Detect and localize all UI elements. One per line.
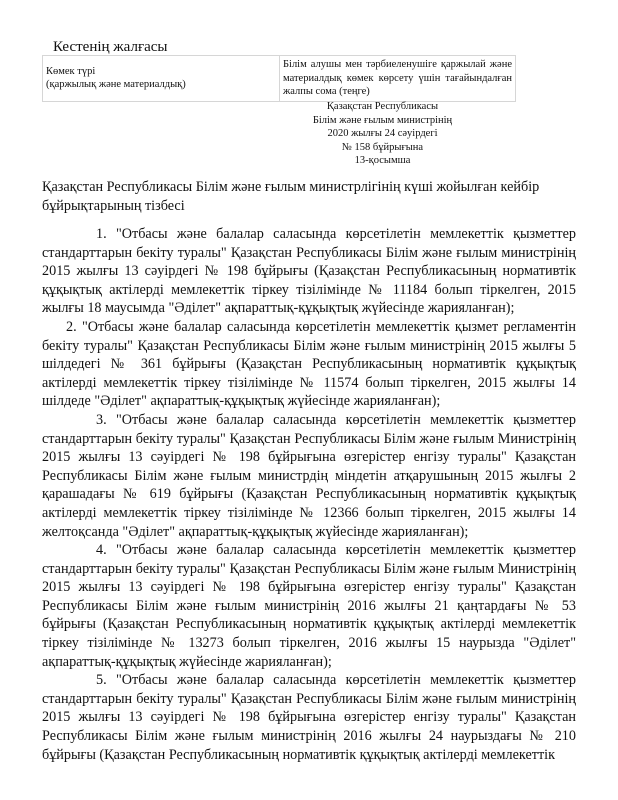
repealed-orders-list <box>42 225 576 764</box>
list-item: 5. "Отбасы және балалар саласында көрсетілетін мемлекеттік қызметтер стандарттарын бекіту туралы" Қазақстан Республикасы Білім және ғылым министрінің 2015 жылғы 13 сәуірдегі № 198 бұйрығына өзгерістер енгізу туралы" Қазақстан Республикасы Білім және ғылым министрінің 2016 жылғы 24 наурыздағы № 210 бұйрығы (Қазақстан Республикасының нормативтік құқықтық актілерді мемлекеттік <box>42 672 576 763</box>
appendix-number: 13-қосымша <box>354 155 411 167</box>
table-continued-label: Кестенің жалғасы <box>53 39 168 55</box>
appendix-line: № 158 бұйрығына <box>341 141 424 153</box>
table-row <box>43 56 516 102</box>
list-item: 3. "Отбасы және балалар саласында көрсетілетін мемлекеттік қызметтер стандарттарын бекіту туралы" Қазақстан Республикасы Білім және ғылым Министрінің 2015 жылғы 13 сәуірдегі № 198 бұйрығына өзгерістер енгізу туралы" Қазақстан Республикасы Білім және ғылым министрдің міндетін атқарушының 2015 жылғы 2 қарашадағы № 619 бұйрығы (Қазақстан Республикасының нормативтік құқықтық актілерді мемлекеттік тіркеу тізілімінде № 12366 болып тіркелген, 2015 жылғы 14 желтоқсанда "Әділет" ақпараттық-құқықтық жүйесінде жарияланған); <box>42 411 576 540</box>
assistance-type-label: Көмек түрі <box>46 65 96 77</box>
appendix-line: Білім және ғылым министрінің <box>312 114 453 126</box>
assistance-table <box>42 55 516 102</box>
assistance-type-sublabel: (қаржылық және материалдық) <box>46 79 186 91</box>
document-title: Қазақстан Республикасы Білім және ғылым министрлігінің күші жойылған кейбір бұйрықтарының тізбесі <box>42 179 540 214</box>
list-item: 2. "Отбасы және балалар саласында көрсетілетін мемлекеттік қызмет регламентін бекіту туралы" Қазақстан Республикасы Білім және ғылым министрінің 2015 жылғы 5 шілдедегі № 361 бұйрығы (Қазақстан Республикасының нормативтік құқықтық актілерді мемлекеттік тіркеу тізілімінде № 11574 болып тіркелген, 2015 жылғы 14 шілдеде "Әділет" ақпараттық-құқықтық жүйесінде жарияланған); <box>42 318 576 410</box>
list-item: 1. "Отбасы және балалар саласында көрсетілетін мемлекеттік қызметтер стандарттарын бекіту туралы" Қазақстан Республикасы Білім және ғылым министрінің 2015 жылғы 13 сәуірдегі № 198 бұйрығы (Қазақстан Республикасының нормативтік құқықтық актілерді мемлекеттік тіркеу тізілімінде № 11184 болып тіркелген, 2015 жылғы 18 маусымда "Әділет" ақпараттық-құқықтық жүйесінде жарияланған); <box>42 226 576 317</box>
appendix-reference <box>300 100 465 168</box>
total-amount-cell: Білім алушы мен тәрбиеленушіге қаржылай және материалдық көмек көрсету үшін тағайындалған жалпы сома (теңге) <box>280 56 516 102</box>
appendix-line: Қазақстан Республикасы <box>326 101 439 112</box>
list-item: 4. "Отбасы және балалар саласында көрсетілетін мемлекеттік қызметтер стандарттарын бекіту туралы" Қазақстан Республикасы Білім және ғылым Министрінің 2015 жылғы 13 сәуірдегі № 198 бұйрығына өзгерістер енгізу туралы" Қазақстан Республикасы Білім және ғылым министрінің 2016 жылғы 21 қаңтардағы № 53 бұйрығы (Қазақстан Республикасының нормативтік құқықтық актілерді мемлекеттік тіркеу тізілімінде № 13273 болып тіркелген, 2016 жылғы 15 наурызда "Әділет" ақпараттық-құқықтық жүйесінде жарияланған); <box>42 542 576 670</box>
appendix-line: 2020 жылғы 24 сәуірдегі <box>327 128 438 140</box>
assistance-type-cell <box>43 56 280 102</box>
